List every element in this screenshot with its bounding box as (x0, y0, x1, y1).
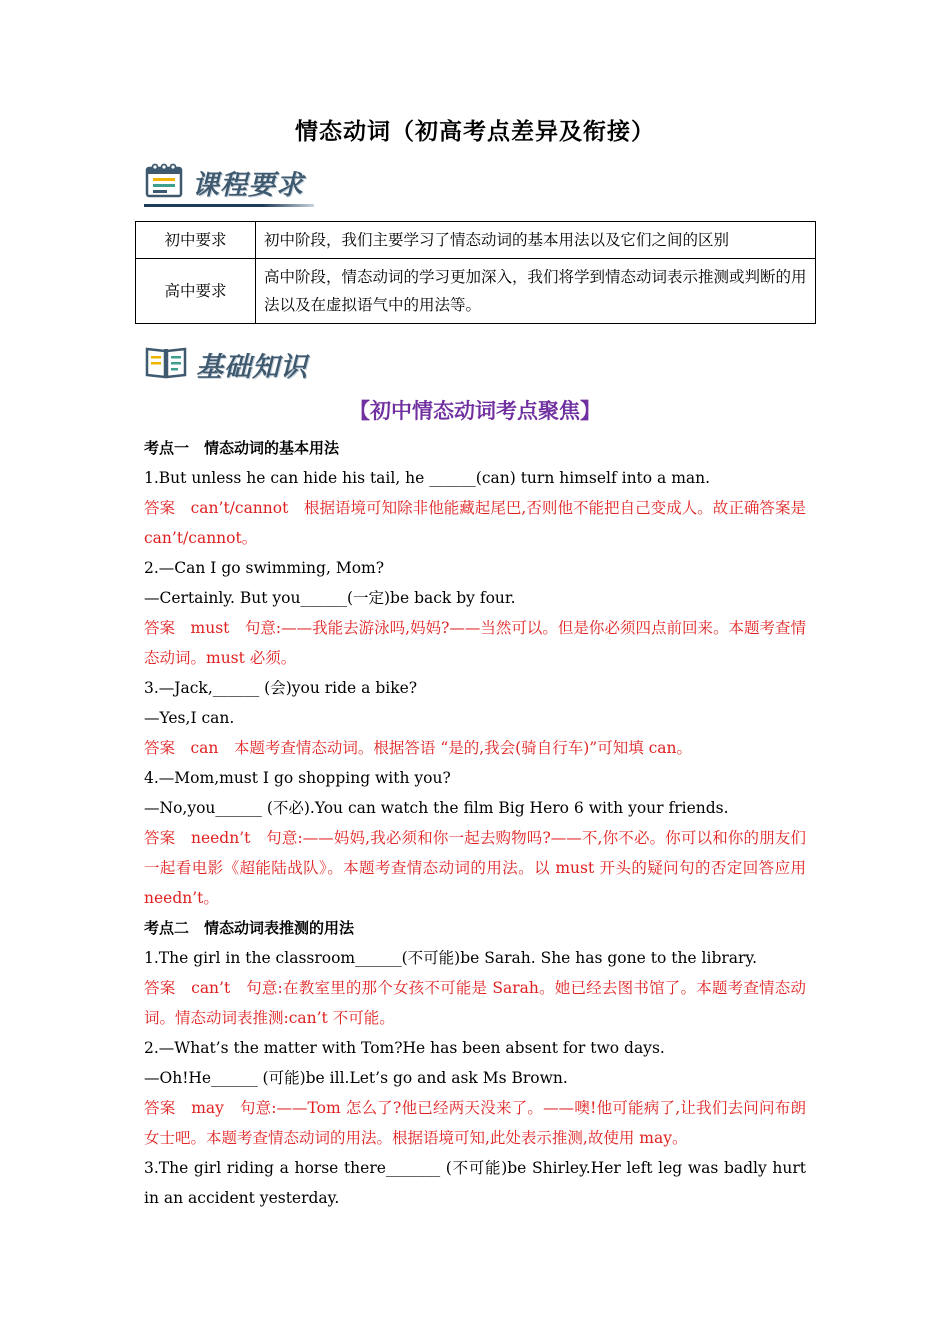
section-header-basics (144, 340, 308, 388)
answer-text: 答案 may 句意:——Tom 怎么了?他已经两天没来了。——噢!他可能病了,让我们去问问布朗女士吧。本题考查情态动词的用法。根据语境可知,此处表示推测,故使用 may。 (144, 1099, 806, 1147)
table-row (136, 222, 816, 259)
point-title: 考点二 情态动词表推测的用法 (144, 919, 355, 937)
question-line: 3.—Jack,______ (会)you ride a bike? (144, 679, 418, 697)
table-cell-key: 高中要求 (136, 259, 256, 324)
answer-text: 答案 must 句意:——我能去游泳吗,妈妈?——当然可以。但是你必须四点前回来。本题考查情态动词。must 必须。 (144, 619, 806, 667)
question-line: —Oh!He______ (可能)be ill.Let’s go and ask Ms Brown. (144, 1069, 568, 1087)
table-row (136, 259, 816, 324)
question-line: 4.—Mom,must I go shopping with you? (144, 769, 451, 787)
section-title-basics: 基础知识 (196, 351, 308, 383)
focus-heading: 【初中情态动词考点聚焦】 (349, 399, 601, 423)
table-cell-value: 高中阶段，情态动词的学习更加深入，我们将学到情态动词表示推测或判断的用法以及在虚拟语气中的用法等。 (256, 259, 816, 324)
section-header-requirements (144, 158, 304, 206)
question-line: 2.—Can I go swimming, Mom? (144, 559, 385, 577)
section-underline (144, 204, 314, 207)
question-line: —Yes,I can. (144, 709, 235, 727)
question-line: 2.—What’s the matter with Tom?He has been absent for two days. (144, 1039, 665, 1057)
open-book-icon (144, 343, 188, 385)
answer-text: 答案 can 本题考查情态动词。根据答语 “是的,我会(骑自行车)”可知填 can。 (144, 739, 693, 757)
section-title-requirements: 课程要求 (192, 169, 304, 201)
document-title: 情态动词（初高考点差异及衔接） (295, 119, 655, 145)
answer-text: 答案 can’t 句意:在教室里的那个女孩不可能是 Sarah。她已经去图书馆了。本题考查情态动词。情态动词表推测:can’t 不可能。 (144, 979, 806, 1027)
point-title: 考点一 情态动词的基本用法 (144, 439, 340, 457)
question-line: 1.The girl in the classroom______(不可能)be Sarah. She has gone to the library. (144, 949, 758, 967)
content-body (144, 433, 806, 1213)
table-cell-key: 初中要求 (136, 222, 256, 259)
question-line: —No,you______ (不必).You can watch the film Big Hero 6 with your friends. (144, 799, 729, 817)
requirements-table (135, 221, 816, 324)
table-cell-value: 初中阶段，我们主要学习了情态动词的基本用法以及它们之间的区别 (256, 222, 816, 259)
answer-text: 答案 needn’t 句意:——妈妈,我必须和你一起去购物吗?——不,你不必。你可以和你的朋友们一起看电影《超能陆战队》。本题考查情态动词的用法。以 must 开头的疑问句的否定回答应用 needn’t。 (144, 829, 806, 907)
question-line: 1.But unless he can hide his tail, he ______(can) turn himself into a man. (144, 469, 711, 487)
notebook-icon (144, 162, 184, 202)
question-line: 3.The girl riding a horse there_______ (不可能)be Shirley.Her left leg was badly hurt in an accident yesterday. (144, 1159, 806, 1207)
question-line: —Certainly. But you______(一定)be back by four. (144, 589, 516, 607)
answer-text: 答案 can’t/cannot 根据语境可知除非他能藏起尾巴,否则他不能把自己变成人。故正确答案是 can’t/cannot。 (144, 499, 806, 547)
